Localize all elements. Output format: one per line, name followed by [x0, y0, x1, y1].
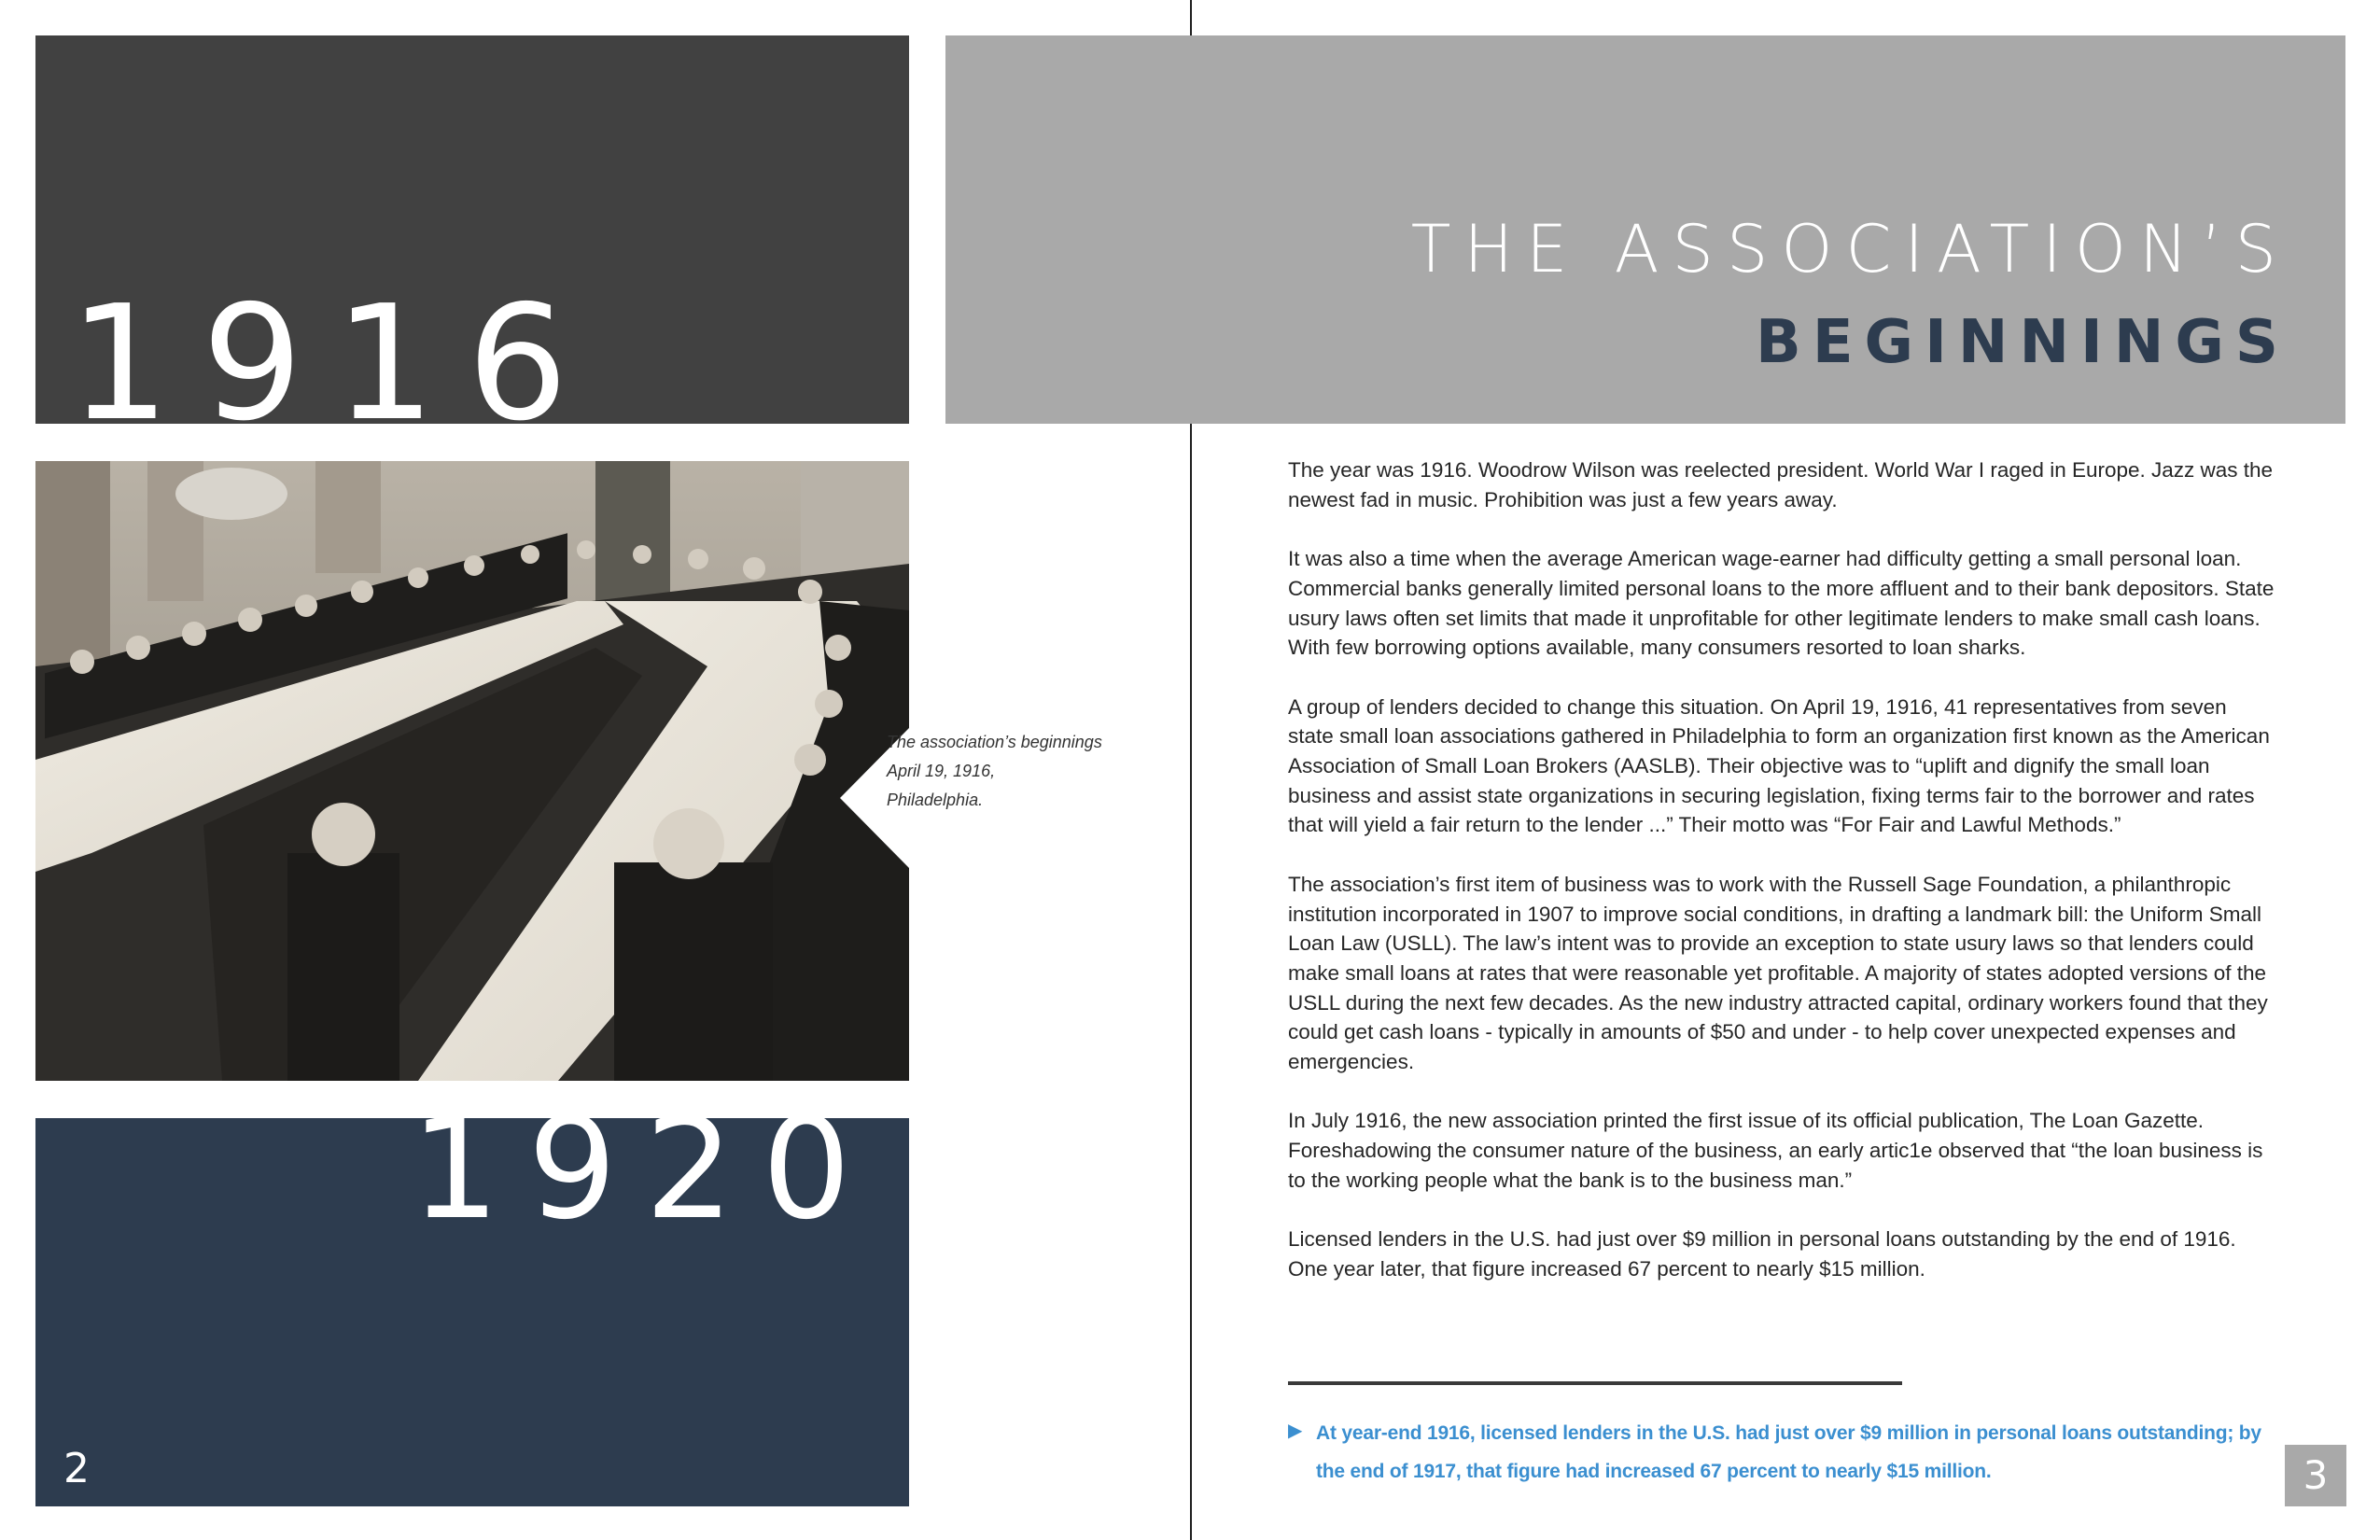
page-number-right: 3 — [2285, 1445, 2346, 1506]
year-start: 1916 — [69, 272, 600, 456]
title-line-2: BEGINNINGS — [1756, 308, 2289, 377]
paragraph: It was also a time when the average American wage-earner had difficulty getting a small personal loan. Commercial banks generally limited personal loans to the more affluent and to their bank depositors. State usury laws often set limits that made it unprofitable for other legitimate lenders to make small cash loans. With few borrowing options available, many consumers resorted to loan sharks. — [1288, 547, 2275, 660]
paragraph: The year was 1916. Woodrow Wilson was reelected president. World War I raged in Europe. Jazz was the newest fad in music. Prohibition was just a few years away. — [1288, 458, 2274, 511]
paragraph: The association’s first item of business was to work with the Russell Sage Foundation, a philanthropic institution incorporated in 1907 to improve social conditions, in drafting a landmark bill: the Uniform Small Loan Law (USLL). The law’s intent was to provide an exception to state usury laws so that lenders could make small loans at rates that were reasonable yet profitable. A majority of states adopted versions of the USLL during the next few decades. As the new industry attracted capital, ordinary workers found that they could get cash loans - typically in amounts of $50 and under - to help cover unexpected expenses and emergencies. — [1288, 872, 2268, 1074]
caption-line-2: April 19, 1916, — [887, 762, 996, 780]
page-number-left: 2 — [63, 1445, 90, 1492]
paragraph: Licensed lenders in the U.S. had just over $9 million in personal loans outstanding by the end of 1916. One year later, that figure increased 67 percent to nearly $15 million. — [1288, 1227, 2236, 1281]
article-body — [1288, 455, 2277, 1313]
pull-quote: At year-end 1916, licensed lenders in the U.S. had just over $9 million in personal loans outstanding; by the end of 1917, that figure had increased 67 percent to nearly $15 million. — [1316, 1422, 2261, 1482]
title-line-1: THE ASSOCIATION’S — [1410, 211, 2289, 287]
paragraph: A group of lenders decided to change this situation. On April 19, 1916, 41 representatives from seven state small loan associations gathered in Philadelphia to form an organization first known as the American Association of Small Loan Brokers (AASLB). Their objective was to “uplift and dignify the small loan business and assist state organizations in securing legislation, fixing terms fair to the borrower and rates that will yield a fair return to the lender ...” Their motto was “For Fair and Lawful Methods.” — [1288, 694, 2270, 837]
caption-line-3: Philadelphia. — [887, 791, 984, 809]
caption-line-1: The association’s beginnings — [887, 733, 1102, 751]
triangle-right-icon: ▶ — [1288, 1421, 1303, 1441]
paragraph: In July 1916, the new association printed the first issue of its official publication, The Loan Gazette. Foreshadowing the consumer nature of the business, an early artic1e observed that “the loan business is to the working people what the bank is to the business man.” — [1288, 1109, 2263, 1192]
year-end: 1920 — [411, 1088, 879, 1251]
pull-quote-divider — [1288, 1381, 1902, 1385]
photo-caption — [887, 728, 1129, 815]
historic-photo — [35, 461, 909, 1081]
